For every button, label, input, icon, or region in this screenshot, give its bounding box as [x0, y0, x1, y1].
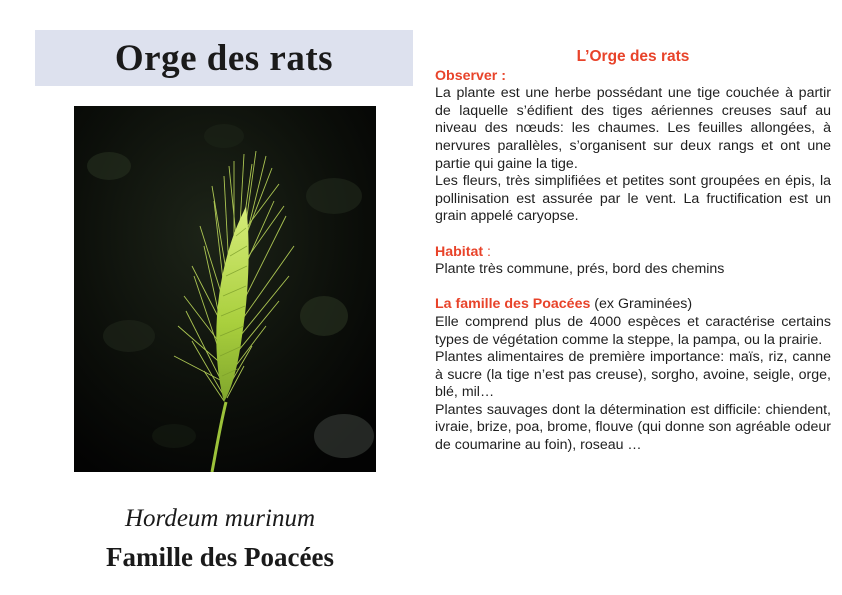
observer-paragraph-1: La plante est une herbe possédant une tige couchée à partir de laquelle s’édifient des tiges aériennes creuses sauf au niveau des nœuds: les chaumes. Les feuilles allongées, à nervures parallèles, s’organisent sur deux rangs et ont une partie qui gaine la tige.: [435, 85, 831, 172]
famille-paragraph-3: Plantes sauvages dont la détermination est difficile: chiendent, ivraie, brize, poa, brome, flouve (qui donne son agréable odeur de coumarine au foin), roseau …: [435, 401, 831, 454]
famille-label: La famille des Poacées: [435, 296, 591, 313]
famille-heading: [435, 296, 831, 314]
famille-paragraph-2: Plantes alimentaires de première importance: maïs, riz, canne à sucre (la tige n’est pas creuse), sorgho, avoine, seigle, orge, blé, mil…: [435, 349, 831, 401]
habitat-text: Plante très commune, prés, bord des chemins: [435, 261, 725, 278]
spacer: [435, 279, 831, 297]
observer-label: Observer :: [435, 67, 506, 84]
description-column: [435, 48, 831, 455]
habitat-label: Habitat: [435, 243, 484, 260]
observer-paragraph-2: Les fleurs, très simplifiées et petites sont groupées en épis, la pollinisation est assurée par le vent. La fructification est un grain appelé caryopse.: [435, 173, 831, 225]
famille-suffix: (ex Graminées): [590, 296, 693, 313]
family-name: Famille des Poacées: [106, 542, 334, 572]
latin-name: Hordeum murinum: [124, 505, 316, 532]
description-heading: L’Orge des rats: [576, 48, 690, 65]
plant-photo: [74, 106, 376, 472]
page-title: Orge des rats: [114, 37, 334, 79]
spacer: [435, 226, 831, 244]
habitat-heading: [435, 244, 831, 262]
title-banner: [35, 30, 413, 86]
famille-paragraph-1: Elle comprend plus de 4000 espèces et caractérise certains types de végétation comme la steppe, la pampa, ou la prairie.: [435, 313, 831, 348]
habitat-suffix: :: [483, 243, 491, 260]
